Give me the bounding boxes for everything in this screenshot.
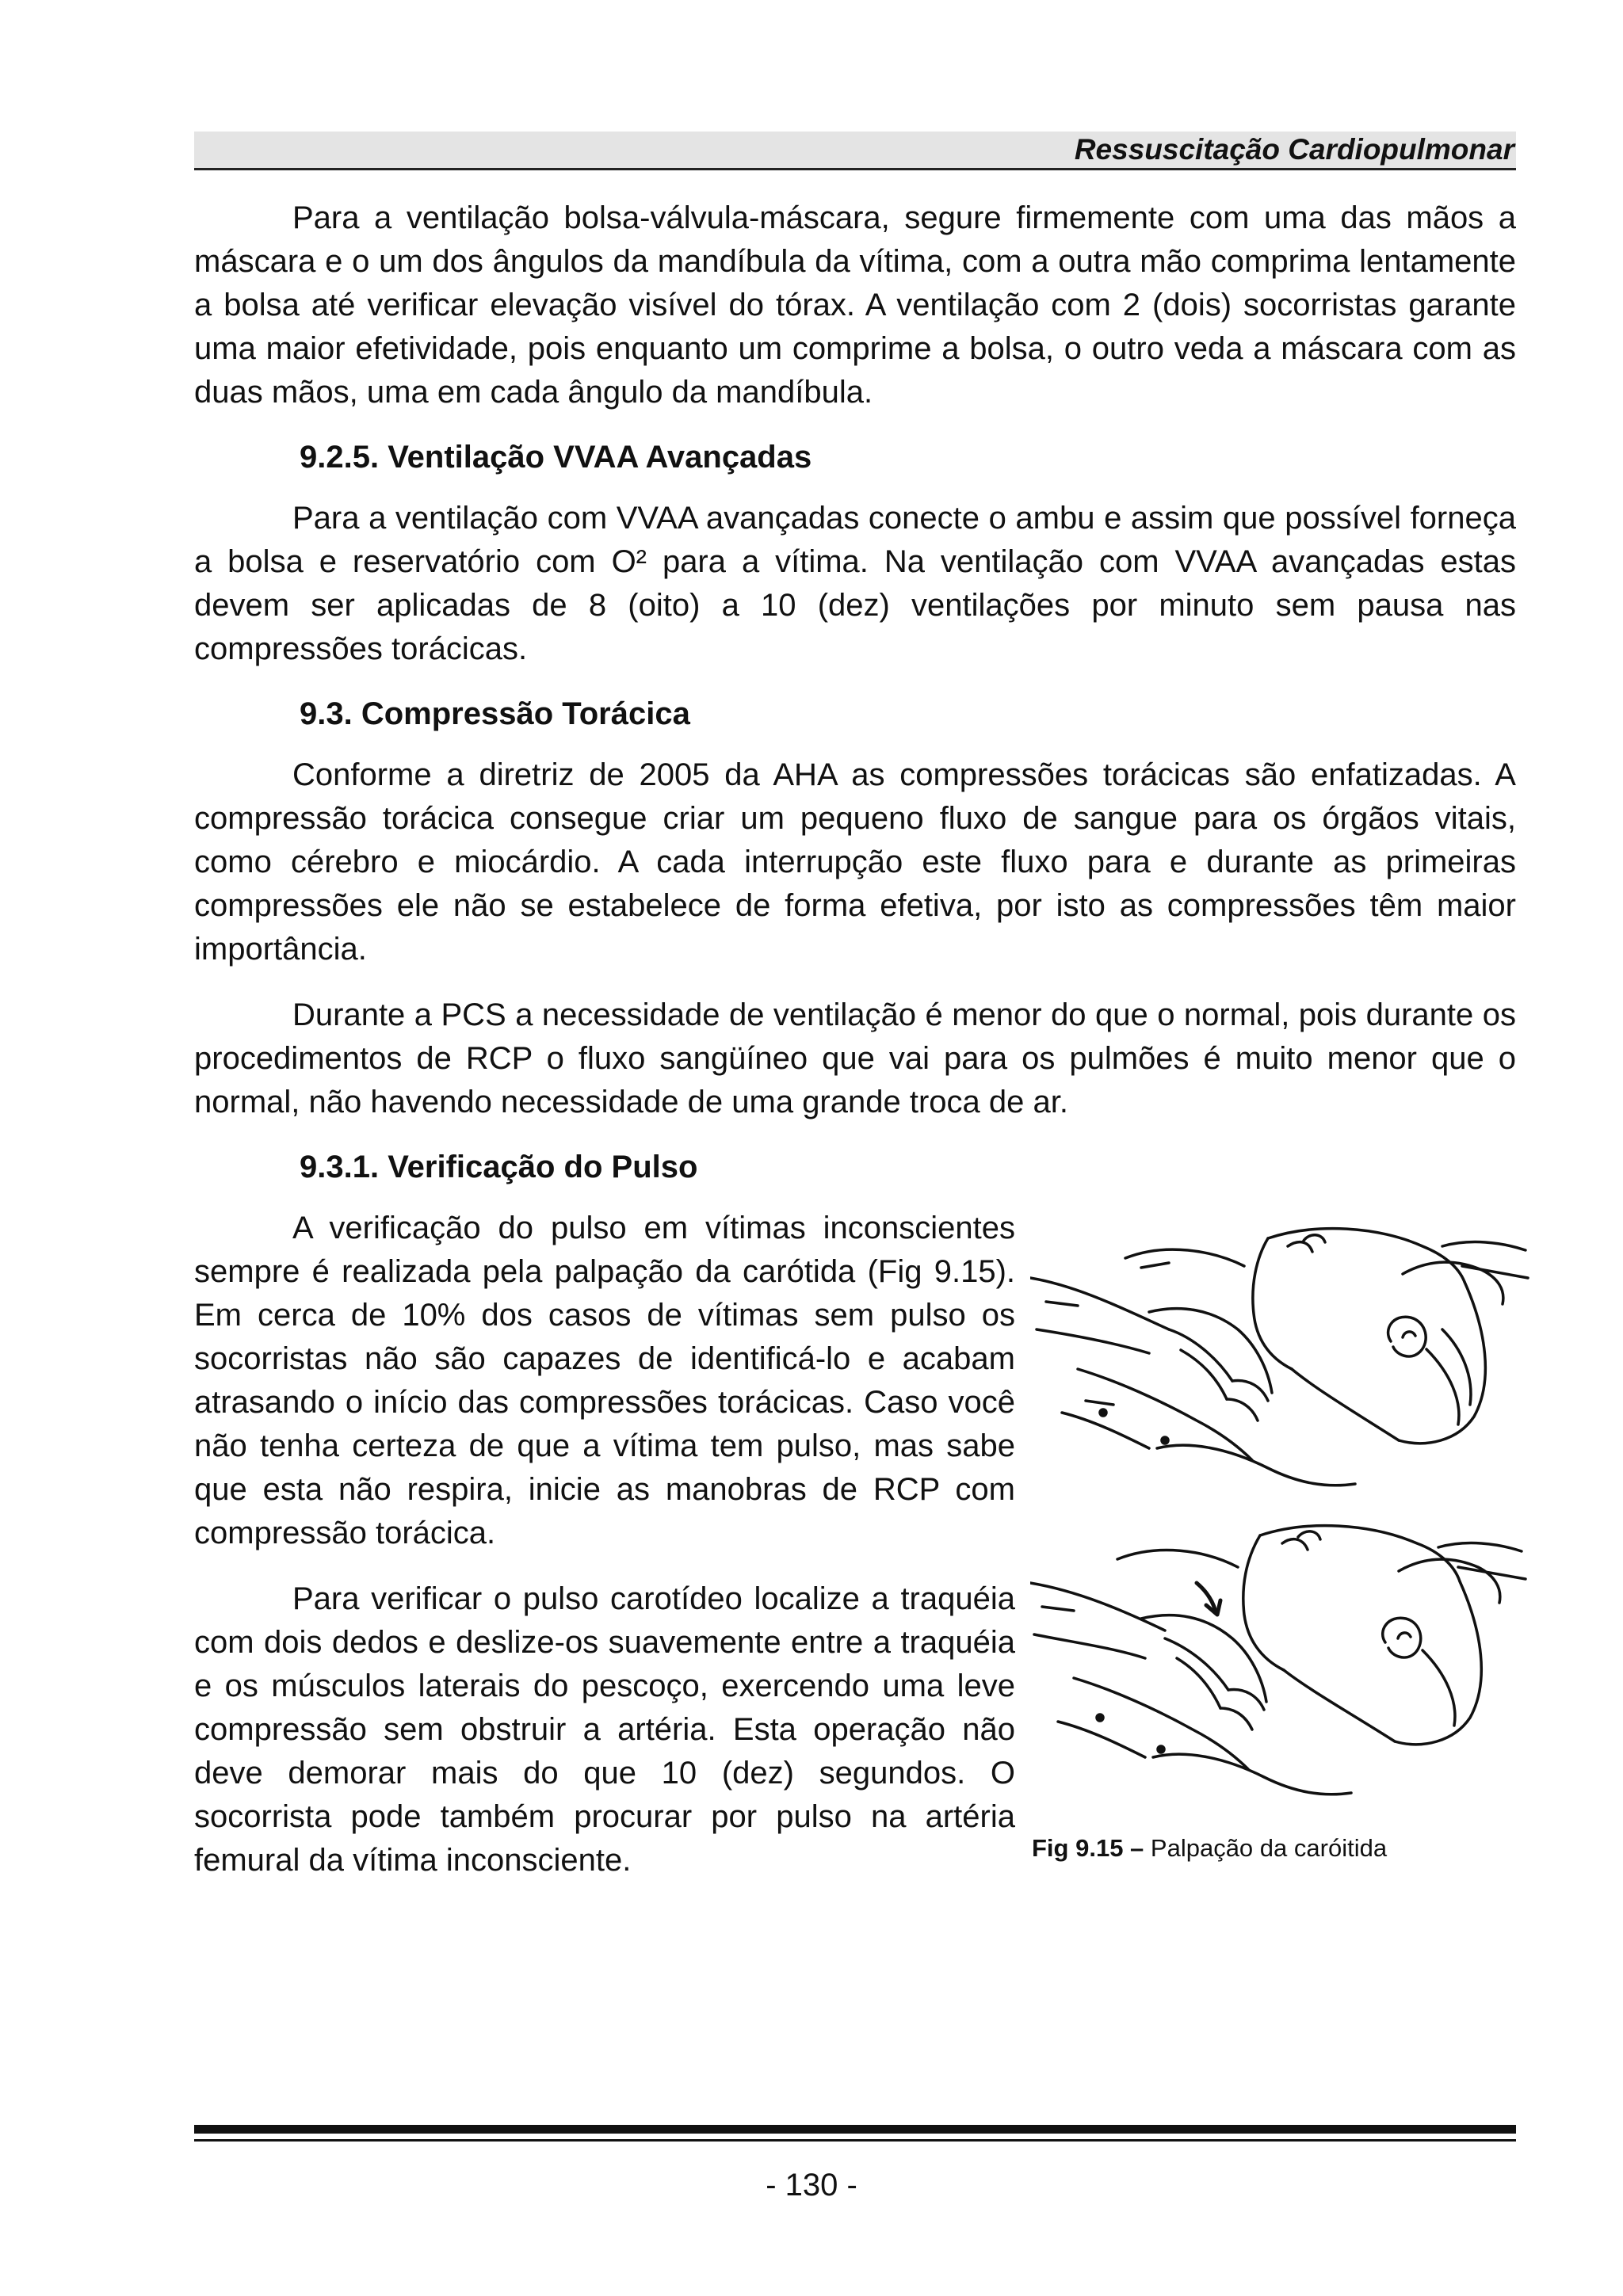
paragraph-advanced-airway: Para a ventilação com VVAA avançadas conecte o ambu e assim que possível forneça a bolsa e reservatório com O² para a vítima. Na ventilação com VVAA avançadas estas devem ser aplicadas de 8 (oito) a 10 (dez) ventilações por minuto sem pausa nas compressões torácicas. [194, 501, 1516, 666]
carotid-palpation-illustration [1030, 1211, 1537, 1836]
paragraph-bag-valve-mask: Para a ventilação bolsa-válvula-máscara, segure firmemente com uma das mãos a máscara e o um dos ângulos da mandíbula da vítima, com a outra mão comprima lentamente a bolsa até verificar elevação visível do tórax. A ventilação com 2 (dois) socorristas garante uma maior efetividade, pois enquanto um comprime a bolsa, o outro veda a máscara com as duas mãos, uma em cada ângulo da mandíbula. [194, 200, 1516, 410]
page-body [194, 196, 1516, 1905]
heading-pulse-check: 9.3.1. Verificação do Pulso [300, 1150, 698, 1184]
figure-label: Fig 9.15 – [1032, 1834, 1144, 1862]
paragraph-pulse-check-2: Para verificar o pulso carotídeo localize a traquéia com dois dedos e deslize-os suavemente entre a traquéia e os músculos laterais do pescoço, exercendo uma leve compressão sem obstruir a artéria. Esta operação não deve demorar mais do que 10 (dez) segundos. O socorrista pode também procurar por pulso na artéria femural da vítima inconsciente. [194, 1581, 1015, 1878]
footer-rule-thick [194, 2125, 1516, 2134]
header-title: Ressuscitação Cardiopulmonar [1074, 133, 1514, 166]
page-number: - 130 - [766, 2168, 857, 2203]
figure-caption [1032, 1833, 1387, 1864]
illustration-panel-top [1030, 1229, 1528, 1486]
paragraph-ventilation-need: Durante a PCS a necessidade de ventilação é menor do que o normal, pois durante os procedimentos de RCP o fluxo sangüíneo que vai para os pulmões é muito menor que o normal, não havendo necessidade de uma grande troca de ar. [194, 997, 1516, 1119]
figure-caption-text: Palpação da caróitida [1144, 1834, 1388, 1862]
pulse-check-section [194, 1207, 1516, 1882]
heading-chest-compression: 9.3. Compressão Torácica [300, 696, 690, 731]
heading-advanced-airway-ventilation: 9.2.5. Ventilação VVAA Avançadas [300, 440, 812, 475]
running-header [194, 132, 1516, 170]
footer-rule-thin [194, 2139, 1516, 2142]
pulse-check-text [194, 1207, 1015, 1882]
paragraph-pulse-check-1: A verificação do pulso em vítimas inconscientes sempre é realizada pela palpação da carótida (Fig 9.15). Em cerca de 10% dos casos de vítimas sem pulso os socorristas não são capazes de identificá-lo e acabam atrasando o início das compressões torácicas. Caso você não tenha certeza de que a vítima tem pulso, mas sabe que esta não respira, inicie as manobras de RCP com compressão torácica. [194, 1211, 1015, 1550]
figure-carotid-palpation [1030, 1211, 1537, 1876]
illustration-panel-bottom [1030, 1526, 1526, 1794]
paragraph-aha-guideline: Conforme a diretriz de 2005 da AHA as compressões torácicas são enfatizadas. A compressão torácica consegue criar um pequeno fluxo de sangue para os órgãos vitais, como cérebro e miocárdio. A cada interrupção este fluxo para e durante as primeiras compressões ele não se estabelece de forma efetiva, por isto as compressões têm maior importância. [194, 757, 1516, 967]
